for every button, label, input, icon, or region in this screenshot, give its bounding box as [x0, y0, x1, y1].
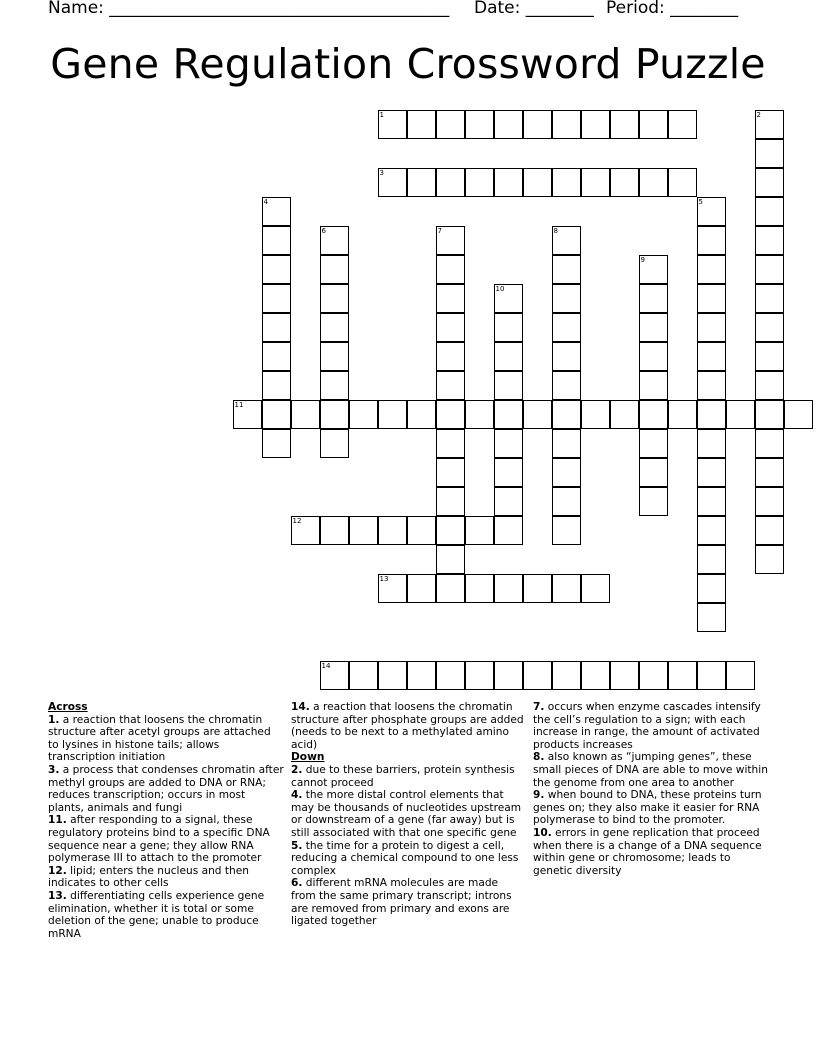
crossword-cell[interactable]: [697, 545, 726, 574]
crossword-cell[interactable]: [262, 255, 291, 284]
crossword-cell[interactable]: [262, 400, 291, 429]
crossword-cell[interactable]: [378, 516, 407, 545]
crossword-cell[interactable]: [784, 400, 813, 429]
crossword-cell[interactable]: [639, 255, 668, 284]
clues-column-3: [533, 701, 769, 877]
crossword-cell[interactable]: [581, 168, 610, 197]
crossword-cell[interactable]: [610, 661, 639, 690]
clue-number-label: 3: [379, 168, 384, 177]
crossword-cell[interactable]: [320, 516, 349, 545]
crossword-cell[interactable]: [639, 371, 668, 400]
crossword-cell[interactable]: [407, 516, 436, 545]
crossword-cell[interactable]: [494, 284, 523, 313]
clue-number-label: 7: [437, 226, 442, 235]
crossword-cell[interactable]: [494, 458, 523, 487]
across-clue-14: 14. a reaction that loosens the chromatin structure after phosphate groups are added (needs to be next to a methylated amino acid): [291, 701, 524, 751]
crossword-cell[interactable]: [552, 342, 581, 371]
clues-column-1: [48, 701, 284, 940]
crossword-cell[interactable]: [639, 400, 668, 429]
crossword-cell[interactable]: [436, 342, 465, 371]
crossword-cell[interactable]: [436, 574, 465, 603]
clues-column-2: [291, 701, 525, 928]
crossword-cell[interactable]: [697, 342, 726, 371]
across-clue-12: 12. lipid; enters the nucleus and then indicates to other cells: [48, 864, 249, 890]
clue-number-label: 10: [495, 284, 505, 293]
crossword-cell[interactable]: [755, 342, 784, 371]
crossword-cell[interactable]: [581, 110, 610, 139]
crossword-cell[interactable]: [320, 284, 349, 313]
crossword-cell[interactable]: [755, 168, 784, 197]
across-heading: Across: [48, 701, 88, 713]
crossword-cell[interactable]: [494, 342, 523, 371]
crossword-cell[interactable]: [697, 255, 726, 284]
clue-number-label: 13: [379, 574, 389, 583]
crossword-cell[interactable]: [639, 458, 668, 487]
crossword-cell[interactable]: [378, 661, 407, 690]
clue-number-label: 4: [263, 197, 268, 206]
crossword-cell[interactable]: [552, 226, 581, 255]
crossword-cell[interactable]: [494, 110, 523, 139]
crossword-cell[interactable]: [320, 400, 349, 429]
crossword-cell[interactable]: [436, 661, 465, 690]
crossword-cell[interactable]: [407, 574, 436, 603]
crossword-cell[interactable]: [233, 400, 262, 429]
crossword-cell[interactable]: [436, 284, 465, 313]
crossword-cell[interactable]: [755, 400, 784, 429]
crossword-cell[interactable]: [436, 110, 465, 139]
crossword-cell[interactable]: [262, 197, 291, 226]
crossword-cell[interactable]: [465, 168, 494, 197]
crossword-cell[interactable]: [755, 487, 784, 516]
crossword-cell[interactable]: [697, 661, 726, 690]
crossword-cell[interactable]: [697, 516, 726, 545]
crossword-cell[interactable]: [697, 371, 726, 400]
crossword-cell[interactable]: [465, 400, 494, 429]
crossword-cell[interactable]: [494, 516, 523, 545]
crossword-cell[interactable]: [755, 371, 784, 400]
crossword-cell[interactable]: [610, 400, 639, 429]
crossword-cell[interactable]: [639, 313, 668, 342]
crossword-cell[interactable]: [494, 313, 523, 342]
crossword-cell[interactable]: [552, 574, 581, 603]
clue-number-label: 14: [321, 661, 331, 670]
down-clue-7: 7. occurs when enzyme cascades intensify the cell’s regulation to a sign; with each increase in range, the amount of activated products increases: [533, 701, 761, 751]
crossword-cell[interactable]: [610, 110, 639, 139]
crossword-cell[interactable]: [755, 255, 784, 284]
crossword-cell[interactable]: [639, 342, 668, 371]
crossword-cell[interactable]: [639, 429, 668, 458]
clue-number-label: 8: [553, 226, 558, 235]
crossword-cell[interactable]: [755, 516, 784, 545]
crossword-cell[interactable]: [436, 168, 465, 197]
crossword-cell[interactable]: [697, 197, 726, 226]
crossword-cell[interactable]: [436, 487, 465, 516]
crossword-cell[interactable]: [407, 168, 436, 197]
page-title: Gene Regulation Crossword Puzzle: [50, 40, 766, 88]
crossword-cell[interactable]: [581, 574, 610, 603]
crossword-cell[interactable]: [639, 168, 668, 197]
across-clue-3: 3. a process that condenses chromatin after methyl groups are added to DNA or RNA; reduces transcription; occurs in most plants, animals and fungi: [48, 763, 284, 814]
crossword-cell[interactable]: [639, 110, 668, 139]
crossword-cell[interactable]: [755, 313, 784, 342]
crossword-cell[interactable]: [320, 255, 349, 284]
crossword-cell[interactable]: [262, 284, 291, 313]
clue-number-label: 9: [640, 255, 645, 264]
crossword-cell[interactable]: [523, 168, 552, 197]
across-clue-11: 11. after responding to a signal, these regulatory proteins bind to a specific DNA sequence near a gene; they allow RNA polymerase III to attach to the promoter: [48, 814, 270, 865]
crossword-cell[interactable]: [436, 400, 465, 429]
crossword-cell[interactable]: [465, 661, 494, 690]
clue-number-label: 12: [292, 516, 302, 525]
clue-number-label: 6: [321, 226, 326, 235]
crossword-cell[interactable]: [407, 661, 436, 690]
crossword-cell[interactable]: [291, 516, 320, 545]
crossword-cell[interactable]: [378, 574, 407, 603]
crossword-cell[interactable]: [552, 110, 581, 139]
crossword-cell[interactable]: [755, 226, 784, 255]
down-clue-5: 5. the time for a protein to digest a cell, reducing a chemical compound to one less complex: [291, 839, 519, 877]
crossword-cell[interactable]: [523, 110, 552, 139]
crossword-cell[interactable]: [262, 429, 291, 458]
crossword-cell[interactable]: [610, 168, 639, 197]
crossword-cell[interactable]: [552, 284, 581, 313]
down-clue-8: 8. also known as “jumping genes”, these small pieces of DNA are able to move within the genome from one area to another: [533, 751, 768, 789]
crossword-cell[interactable]: [436, 516, 465, 545]
crossword-cell[interactable]: [320, 313, 349, 342]
crossword-cell[interactable]: [668, 661, 697, 690]
crossword-cell[interactable]: [755, 545, 784, 574]
crossword-cell[interactable]: [494, 168, 523, 197]
crossword-cell[interactable]: [552, 313, 581, 342]
crossword-cell[interactable]: [407, 110, 436, 139]
crossword-cell[interactable]: [639, 284, 668, 313]
crossword-cell[interactable]: [523, 400, 552, 429]
crossword-cell[interactable]: [639, 661, 668, 690]
down-clue-10: 10. errors in gene replication that proceed when there is a change of a DNA sequence within gene or chromosome; leads to genetic diversity: [533, 826, 762, 877]
crossword-cell[interactable]: [436, 226, 465, 255]
crossword-cell[interactable]: [436, 255, 465, 284]
crossword-cell[interactable]: [494, 400, 523, 429]
crossword-cell[interactable]: [494, 487, 523, 516]
crossword-cell[interactable]: [262, 226, 291, 255]
crossword-cell[interactable]: [755, 139, 784, 168]
crossword-cell[interactable]: [465, 110, 494, 139]
across-clue-13: 13. differentiating cells experience gene elimination, whether it is total or some deletion of the gene; unable to produce mRNA: [48, 889, 265, 940]
crossword-cell[interactable]: [465, 574, 494, 603]
crossword-cell[interactable]: [494, 371, 523, 400]
crossword-cell[interactable]: [697, 284, 726, 313]
crossword-cell[interactable]: [552, 255, 581, 284]
crossword-cell[interactable]: [436, 371, 465, 400]
crossword-cell[interactable]: [552, 429, 581, 458]
crossword-cell[interactable]: [581, 400, 610, 429]
crossword-cell[interactable]: [320, 429, 349, 458]
clue-number-label: 5: [698, 197, 703, 206]
crossword-cell[interactable]: [697, 313, 726, 342]
crossword-cell[interactable]: [552, 458, 581, 487]
crossword-cell[interactable]: [726, 400, 755, 429]
crossword-cell[interactable]: [291, 400, 320, 429]
crossword-cell[interactable]: [262, 371, 291, 400]
down-clue-2: 2. due to these barriers, protein synthesis cannot proceed: [291, 763, 515, 789]
crossword-cell[interactable]: [320, 661, 349, 690]
crossword-cell[interactable]: [262, 342, 291, 371]
down-clue-4: 4. the more distal control elements that may be thousands of nucleotides upstream or downstream of a gene (far away) but is still associated with that one specific gene: [291, 789, 522, 839]
crossword-cell[interactable]: [523, 574, 552, 603]
crossword-cell[interactable]: [436, 429, 465, 458]
crossword-cell[interactable]: [320, 342, 349, 371]
crossword-cell[interactable]: [639, 487, 668, 516]
crossword-cell[interactable]: [552, 516, 581, 545]
crossword-cell[interactable]: [494, 429, 523, 458]
crossword-cell[interactable]: [668, 168, 697, 197]
crossword-cell[interactable]: [697, 574, 726, 603]
crossword-cell[interactable]: [668, 110, 697, 139]
crossword-cell[interactable]: [494, 574, 523, 603]
crossword-cell[interactable]: [349, 516, 378, 545]
clue-number-label: 11: [234, 400, 244, 409]
crossword-cell[interactable]: [436, 313, 465, 342]
down-clue-9: 9. when bound to DNA, these proteins turn genes on; they also make it easier for RNA polymerase to bind to the promoter.: [533, 789, 762, 827]
crossword-cell[interactable]: [552, 661, 581, 690]
crossword-cell[interactable]: [697, 458, 726, 487]
crossword-cell[interactable]: [262, 313, 291, 342]
crossword-cell[interactable]: [755, 429, 784, 458]
crossword-cell[interactable]: [349, 400, 378, 429]
crossword-cell[interactable]: [755, 110, 784, 139]
crossword-cell[interactable]: [494, 661, 523, 690]
crossword-cell[interactable]: [697, 429, 726, 458]
crossword-cell[interactable]: [755, 197, 784, 226]
crossword-cell[interactable]: [697, 226, 726, 255]
crossword-cell[interactable]: [552, 371, 581, 400]
crossword-cell[interactable]: [378, 400, 407, 429]
crossword-cell[interactable]: [320, 226, 349, 255]
crossword-cell[interactable]: [697, 603, 726, 632]
crossword-cell[interactable]: [378, 168, 407, 197]
crossword-cell[interactable]: [726, 661, 755, 690]
crossword-cell[interactable]: [581, 661, 610, 690]
across-clue-1: 1. a reaction that loosens the chromatin structure after acetyl groups are attached to lysines in histone tails; allows transcription initiation: [48, 713, 271, 764]
crossword-cell[interactable]: [552, 487, 581, 516]
date-field-label[interactable]: Date: ________: [474, 0, 594, 18]
crossword-cell[interactable]: [668, 400, 697, 429]
crossword-cell[interactable]: [697, 400, 726, 429]
crossword-cell[interactable]: [552, 168, 581, 197]
down-heading: Down: [291, 751, 325, 764]
crossword-cell[interactable]: [465, 516, 494, 545]
crossword-cell[interactable]: [320, 371, 349, 400]
crossword-cell[interactable]: [755, 458, 784, 487]
student-info-header: [0, 0, 816, 20]
crossword-cell[interactable]: [552, 400, 581, 429]
crossword-cell[interactable]: [378, 110, 407, 139]
crossword-cell[interactable]: [697, 487, 726, 516]
clue-number-label: 2: [756, 110, 761, 119]
crossword-cell[interactable]: [349, 661, 378, 690]
crossword-cell[interactable]: [523, 661, 552, 690]
crossword-cell[interactable]: [436, 458, 465, 487]
clue-number-label: 1: [379, 110, 384, 119]
name-field-label[interactable]: Name: ________________________________________: [48, 0, 450, 18]
down-clue-6: 6. different mRNA molecules are made from the same primary transcript; introns are removed from primary and exons are ligated together: [291, 877, 512, 928]
period-field-label[interactable]: Period: ________: [606, 0, 739, 18]
crossword-cell[interactable]: [407, 400, 436, 429]
crossword-cell[interactable]: [436, 545, 465, 574]
crossword-cell[interactable]: [755, 284, 784, 313]
